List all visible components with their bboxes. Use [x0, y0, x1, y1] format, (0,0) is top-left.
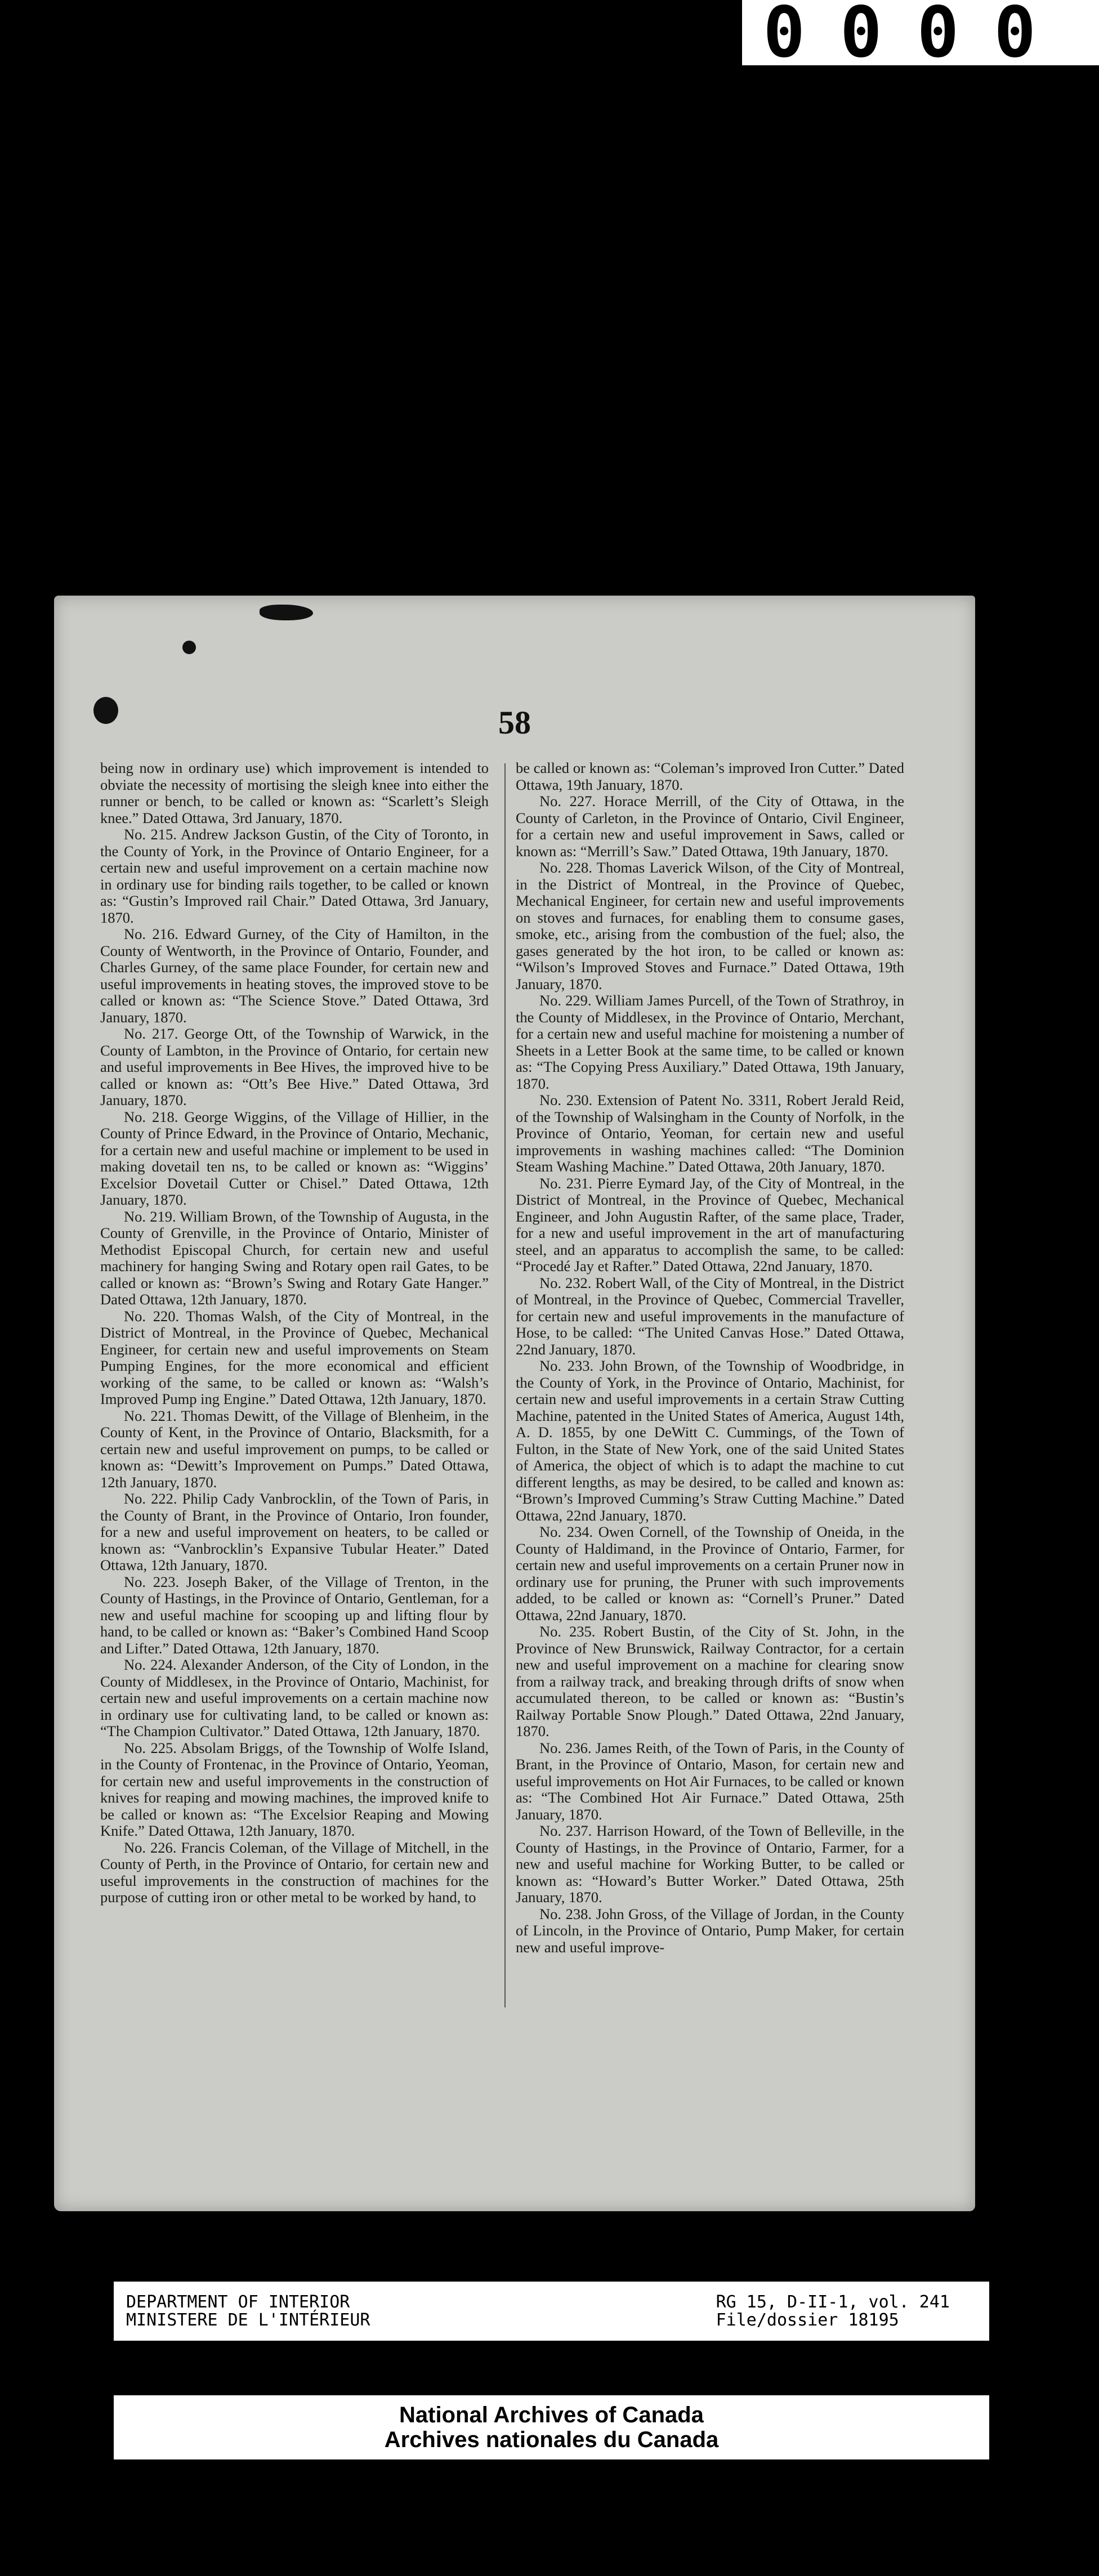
patent-entry: No. 230. Extension of Patent No. 3311, Robert Jerald Reid, of the Township of Walsingham in the County of Norfolk, in the Province of Ontario, Yeoman, for certain new and useful improvements in washing machines called: “The Dominion Steam Washing Machine.” Dated Ottawa, 20th January, 1870.	[516, 1092, 904, 1175]
patent-entry: No. 228. Thomas Laverick Wilson, of the City of Montreal, in the District of Montreal, in the Province of Quebec, Mechanical Engineer, for certain new and useful improvements on stoves and furnaces, for enabling them to consume gases, smoke, etc., arising from the combustion of the fuel; also, the gases generated by the hot iron, to be called or known as: “Wilson’s Improved Stoves and Furnace.” Dated Ottawa, 19th January, 1870.	[516, 859, 904, 992]
file-number: File/dossier 18195	[716, 2310, 899, 2330]
patent-entry: No. 217. George Ott, of the Township of Warwick, in the County of Lambton, in the Province of Ontario, for certain new and useful improvements in Bee Hives, the improved hive to be called or known as: “Ott’s Bee Hive.” Dated Ottawa, 3rd January, 1870.	[100, 1025, 489, 1108]
page-number: 58	[498, 704, 531, 741]
patent-entry: No. 236. James Reith, of the Town of Paris, in the County of Brant, in the Province of Ontario, Mason, for certain new and useful improvements on Hot Air Furnaces, to be called or known as: “The Combined Hot Air Furnace.” Dated Ottawa, 25th January, 1870.	[516, 1739, 904, 1823]
department-label	[126, 2293, 370, 2329]
left-column	[100, 760, 489, 2021]
patent-entry: No. 218. George Wiggins, of the Village of Hillier, in the County of Prince Edward, in the Province of Ontario, Mechanic, for a certain new and useful machine or implement to be used in making dovetail ten ns, to be called or known as: “Wiggins’ Excelsior Dovetail Cutter or Chisel.” Dated Ottawa, 12th January, 1870.	[100, 1108, 489, 1208]
patent-entry: No. 219. William Brown, of the Township of Augusta, in the County of Grenville, in the Province of Ontario, Minister of Methodist Episcopal Church, for certain new and useful machinery for hanging Swing and Rotary open rail Gates, to be called or known as: “Brown’s Swing and Rotary Gate Hanger.” Dated Ottawa, 12th January, 1870.	[100, 1208, 489, 1308]
frame-number: 0000	[763, 0, 1071, 73]
column-divider	[504, 763, 506, 2007]
patent-entry: No. 221. Thomas Dewitt, of the Village of Blenheim, in the County of Kent, in the Province of Ontario, Blacksmith, for a certain new and useful improvement on pumps, to be called or known as: “Dewitt’s Improvement on Pumps.” Dated Ottawa, 12th January, 1870.	[100, 1407, 489, 1491]
microfilm-frame-counter	[742, 0, 1099, 73]
patent-entry: No. 223. Joseph Baker, of the Village of Trenton, in the County of Hastings, in the Province of Ontario, Gentleman, for a new and useful machine for scooping up and lifting flour by hand, to be called or known as: “Baker’s Combined Hand Scoop and Lifter.” Dated Ottawa, 12th January, 1870.	[100, 1573, 489, 1657]
patent-entry: No. 227. Horace Merrill, of the City of Ottawa, in the County of Carleton, in the Province of Ontario, Civil Engineer, for a certain new and useful improvement in Saws, called or known as: “Merrill’s Saw.” Dated Ottawa, 19th January, 1870.	[516, 793, 904, 860]
patent-entry: No. 225. Absolam Briggs, of the Township of Wolfe Island, in the County of Frontenac, in the Province of Ontario, Yeoman, for certain new and useful improvements in the construction of knives for reaping and mowing machines, the improved knife to be called or known as: “The Excelsior Reaping and Mowing Knife.” Dated Ottawa, 12th January, 1870.	[100, 1739, 489, 1839]
patent-entry: No. 229. William James Purcell, of the Town of Strathroy, in the County of Middlesex, in the Province of Ontario, Merchant, for a certain new and useful machine for moistening a number of Sheets in a Letter Book at the same time, to be called or known as: “The Copying Press Auxiliary.” Dated Ottawa, 19th January, 1870.	[516, 992, 904, 1092]
patent-entry: No. 216. Edward Gurney, of the City of Hamilton, in the County of Wentworth, in the Province of Ontario, Founder, and Charles Gurney, of the same place Founder, for certain new and useful improvements in heating stoves, the improved stove to be called or known as: “The Science Stove.” Dated Ottawa, 3rd January, 1870.	[100, 925, 489, 1026]
department-fr: MINISTERE DE L'INTÉRIEUR	[126, 2310, 370, 2330]
archives-name-fr: Archives nationales du Canada	[384, 2427, 719, 2452]
patent-entry: No. 222. Philip Cady Vanbrocklin, of the Town of Paris, in the County of Brant, in the Province of Ontario, Iron founder, for a new and useful improvement on heaters, to be called or known as: “Vanbrocklin’s Expansive Tubular Heater.” Dated Ottawa, 12th January, 1870.	[100, 1490, 489, 1573]
archives-name-en: National Archives of Canada	[399, 2403, 704, 2427]
patent-entry: No. 235. Robert Bustin, of the City of St. John, in the Province of New Brunswick, Railway Contractor, for a certain new and useful improvement on a machine for clearing snow from a railway track, and breaking through drifts of snow when accumulated thereon, to be called or known as: “Bustin’s Railway Portable Snow Plough.” Dated Ottawa, 22nd January, 1870.	[516, 1623, 904, 1739]
patent-entry: No. 215. Andrew Jackson Gustin, of the City of Toronto, in the County of York, in the Province of Ontario Engineer, for a certain new and useful improvement on a certain machine now in ordinary use for binding rails together, to be called or known as: “Gustin’s Improved rail Chair.” Dated Ottawa, 3rd January, 1870.	[100, 826, 489, 926]
scanned-page	[54, 596, 975, 2211]
page-stain	[260, 605, 313, 620]
archives-footer	[114, 2395, 989, 2459]
file-reference	[716, 2293, 961, 2329]
patent-entry: No. 231. Pierre Eymard Jay, of the City of Montreal, in the District of Montreal, in the Province of Quebec, Mechanical Engineer, and John Augustin Rafter, of the same place, Trader, for a new and useful improvement in the art of manufacturing steel, and an apparatus to accomplish the same, to be called: “Procedé Jay et Rafter.” Dated Ottawa, 22nd January, 1870.	[516, 1174, 904, 1274]
page-stain	[182, 641, 196, 654]
patent-entry: No. 232. Robert Wall, of the City of Montreal, in the District of Montreal, in the Province of Quebec, Commercial Traveller, for certain new and useful improvements in the manufacture of Hose, to be called: “The United Canvas Hose.” Dated Ottawa, 22nd January, 1870.	[516, 1274, 904, 1358]
patent-entry: being now in ordinary use) which improvement is intended to obviate the necessity of mortising the sleigh knee into either the runner or bench, to be called or known as: “Scarlett’s Sleigh knee.” Dated Ottawa, 3rd January, 1870.	[100, 760, 489, 826]
right-column	[516, 760, 904, 2021]
patent-entry: No. 226. Francis Coleman, of the Village of Mitchell, in the County of Perth, in the Province of Ontario, for certain new and useful improvements in the construction of machines for the purpose of cutting iron or other metal to be worked by hand, to	[100, 1839, 489, 1906]
patent-entry: No. 234. Owen Cornell, of the Township of Oneida, in the County of Haldimand, in the Province of Ontario, Farmer, for certain new and useful improvements on a certain Pruner now in ordinary use for pruning, the Pruner with such improvements added, to be called or known as: “Cornell’s Pruner.” Dated Ottawa, 22nd January, 1870.	[516, 1523, 904, 1624]
archive-reference-label	[114, 2282, 989, 2341]
department-en: DEPARTMENT OF INTERIOR	[126, 2292, 350, 2312]
patent-entry: be called or known as: “Coleman’s improved Iron Cutter.” Dated Ottawa, 19th January, 1870.	[516, 760, 904, 793]
patent-entry: No. 220. Thomas Walsh, of the City of Montreal, in the District of Montreal, in the Province of Quebec, Mechanical Engineer, for certain new and useful improvements on Steam Pumping Engines, for the more economical and efficient working of the same, to be called or known as: “Walsh’s Improved Pump ing Engine.” Dated Ottawa, 12th January, 1870.	[100, 1307, 489, 1407]
patent-entry: No. 224. Alexander Anderson, of the City of London, in the County of Middlesex, in the Province of Ontario, Machinist, for certain new and useful improvements on a certain machine now in ordinary use for cultivating land, to be called or known as: “The Champion Cultivator.” Dated Ottawa, 12th January, 1870.	[100, 1656, 489, 1739]
record-group: RG 15, D-II-1, vol. 241	[716, 2292, 950, 2312]
patent-entry: No. 237. Harrison Howard, of the Town of Belleville, in the County of Hastings, in the Province of Ontario, Farmer, for a new and useful machine for Working Butter, to be called or known as: “Howard’s Butter Worker.” Dated Ottawa, 25th January, 1870.	[516, 1822, 904, 1906]
patent-entry: No. 238. John Gross, of the Village of Jordan, in the County of Lincoln, in the Province of Ontario, Pump Maker, for certain new and useful improve-	[516, 1905, 904, 1956]
patent-entry: No. 233. John Brown, of the Township of Woodbridge, in the County of York, in the Province of Ontario, Machinist, for certain new and useful improvements in a certain Straw Cutting Machine, patented in the United States of America, August 14th, A. D. 1855, by one DeWitt C. Cummings, of the Town of Fulton, in the State of New York, one of the said United States of America, the object of which is to adapt the machine to cut different lengths, as may be desired, to be called and known as: “Brown’s Improved Cumming’s Straw Cutting Machine.” Dated Ottawa, 22nd January, 1870.	[516, 1357, 904, 1524]
